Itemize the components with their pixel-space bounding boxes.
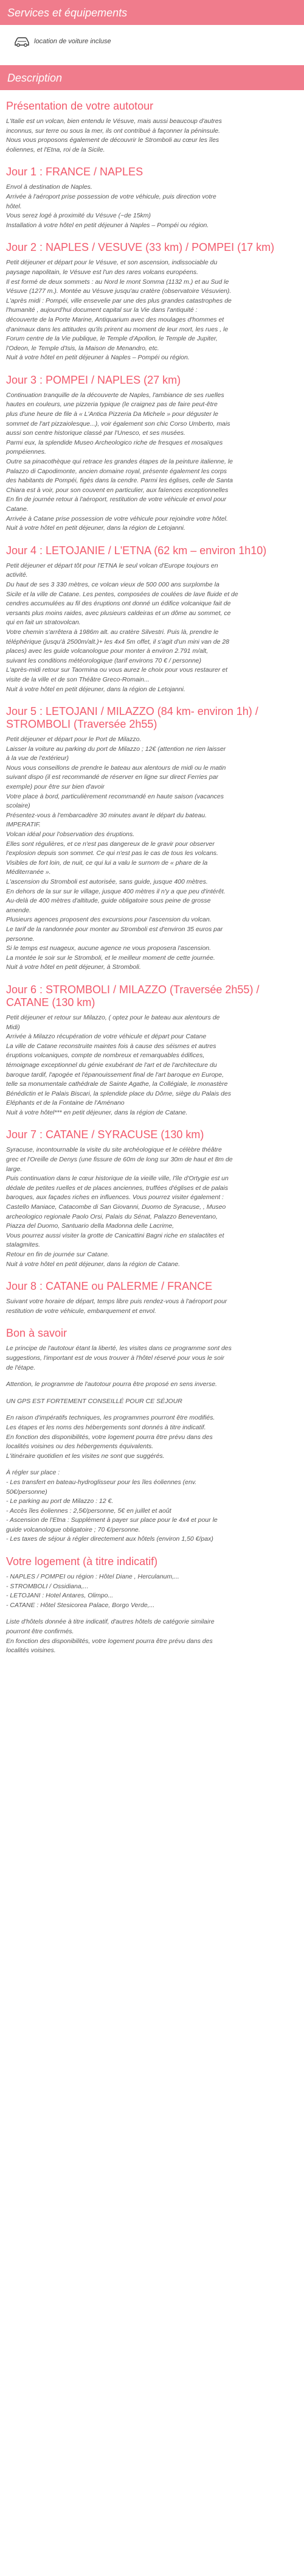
section-jour-7: [6, 1128, 298, 1269]
service-item-label: location de voiture incluse: [34, 38, 111, 45]
text-line: Vous serez logé à proximité du Vésuve (~de 15km): [6, 212, 151, 220]
text-line: Votre place à bord, particulièrement recommandé en haute saison (vacances: [6, 792, 224, 800]
text-line: Laisser la voiture au parking du port de Milazzo ; 12€ (attention ne rien laisser: [6, 745, 226, 753]
text-line: Midi): [6, 1023, 20, 1031]
text-line: Vésuve (1277 m.). Montée au Vésuve jusqu'au cratère (observatoire Vésuvien).: [6, 287, 232, 295]
text-line: suivant dispo (il est recommandé de réserver en ligne sur direct Ferries par: [6, 773, 218, 781]
section-jour-4: [6, 544, 298, 694]
text-line: Présentez-vous à l'embarcadère 30 minutes avant le départ du bateau.: [6, 811, 207, 819]
paragraph-gap: [6, 1461, 298, 1468]
text-line: Sicile et la ville de Catane. Les pentes, composées de coulées de lave fluide et de: [6, 590, 238, 598]
text-line: Volcan idéal pour l'observation des éruptions.: [6, 831, 135, 839]
text-line: - Le parking au port de Milazzo : 12 €.: [6, 1497, 114, 1505]
description-title: Description: [7, 72, 63, 84]
text-line: Le tarif de la randonnée pour monter au Stromboli est d'environ 35 euros par: [6, 925, 223, 933]
text-line: qui en fait un stratovolcan.: [6, 619, 81, 627]
text-line: Petit déjeuner et départ tôt pour l'ETNA le seul volcan d'Europe toujours en: [6, 561, 218, 569]
text-line: Piazza del Duomo, Santuario della Madonna delle Lacrime,: [6, 1222, 174, 1230]
text-line: Envol à destination de Naples.: [6, 183, 92, 191]
text-line: large.: [6, 1165, 22, 1173]
car-icon: [13, 36, 30, 47]
text-line: l'Odeon, le Temple d'Isis, la Maison de Menandro, etc.: [6, 344, 159, 352]
section-heading: Jour 3 : POMPEI / NAPLES (27 km): [6, 373, 181, 386]
text-line: Suivant votre horaire de départ, temps libre puis rendez-vous à l'aéroport pour: [6, 1298, 227, 1306]
text-line: Liste d'hôtels donnée à titre indicatif, d'autres hôtels de catégorie similaire: [6, 1618, 215, 1626]
text-line: Outre sa pinacothèque qui retrace les grandes étapes de la peinture italienne, le: [6, 458, 233, 466]
text-line: UN GPS EST FORTEMENT CONSEILLÉ POUR CE SÉJOUR: [6, 1397, 182, 1405]
text-line: baroques, aux façades riches en influences. Vous pourrez visiter également :: [6, 1194, 224, 1202]
text-line: Continuation tranquille de la découverte de Naples, l'ambiance de ses ruelles: [6, 391, 224, 399]
text-line: Nuit à votre hôtel en petit déjeuner, dans la région de Catane.: [6, 1260, 181, 1268]
text-line: Petit déjeuner et départ pour le Vésuve, et son ascension, indissociable du: [6, 259, 218, 267]
text-line: hautes en couleurs, une pizzeria typique (le craignez pas de faire peut-être: [6, 401, 218, 409]
text-line: plus d'une heure de file à « L'Antica Pizzeria Da Michele » pour déguster le: [6, 410, 218, 418]
text-line: Nuit à votre hôtel en petit déjeuner, dans la région de Letojanni.: [6, 685, 185, 693]
text-line: En dehors de la sur sur le village, jusque 400 mètres il n'y a que peu d'intérêt.: [6, 887, 226, 895]
text-line: localités voisines ou des hébergements équivalents.: [6, 1443, 154, 1451]
paragraph-gap: [6, 1390, 298, 1397]
text-line: stalagmites.: [6, 1241, 41, 1249]
section-heading: Jour 6 : STROMBOLI / MILAZZO (Traversée 2h55) / CATANE (130 km): [6, 983, 260, 1008]
section-heading: Jour 5 : LETOJANI / MILAZZO (84 km- environ 1h) / STROMBOLI (Traversée 2h55): [6, 705, 258, 731]
section-jour-3: [6, 374, 298, 533]
text-line: Nuit à votre hôtel en petit déjeuner, à Stromboli.: [6, 963, 141, 971]
section-heading: Jour 2 : NAPLES / VESUVE (33 km) / POMPEI (17 km): [6, 241, 275, 254]
services-section-header: [0, 0, 304, 25]
text-line: En fonction des disponibilités, votre logement pourra être prévu dans des: [6, 1637, 213, 1645]
text-line: pourront être confirmés.: [6, 1628, 74, 1636]
text-line: Parmi eux, la splendide Museo Archeologico riche de fresques et mosaïques: [6, 438, 223, 446]
text-line: Petit déjeuner et retour sur Milazzo, ( optez pour le bateau aux alentours de: [6, 1013, 220, 1021]
text-line: Plusieurs agences proposent des excursions pour l'ascension du volcan.: [6, 916, 212, 924]
text-line: En raison d'impératifs techniques, les programmes pourront être modifiés.: [6, 1414, 215, 1422]
text-line: Petit déjeuner et départ pour le Port de Milazzo.: [6, 736, 142, 744]
text-line: Visibles de fort loin, de nuit, ce qui lui a valu le surnom de « phare de la: [6, 859, 208, 867]
text-line: - Les taxes de séjour à régler directement aux hôtels (environ 1,50 €/pax): [6, 1535, 213, 1543]
text-line: Forum centre de la Vie publique, le Temple d'Apollon, le Temple de Jupiter,: [6, 335, 218, 343]
text-line: d'animaux dans les attitudes qu'ils prirent au moment de leur mort, les rues , le: [6, 325, 229, 333]
text-line: l'explosion depuis son sommet. Ce qui n'est pas le cas de tous les volcans.: [6, 850, 218, 857]
text-line: Nuit à votre hôtel en petit déjeuner à Naples – Pompéi ou région.: [6, 354, 190, 362]
text-line: localités voisines.: [6, 1647, 56, 1655]
text-line: aussi son centre historique classé par l'Unesco, et ses musées.: [6, 429, 185, 437]
text-line: Retour en fin de journée sur Catane.: [6, 1251, 109, 1258]
text-line: Installation à votre hôtel en petit déjeuner à Naples – Pompéi ou région.: [6, 221, 209, 229]
section-heading: Votre logement (à titre indicatif): [6, 1555, 158, 1568]
text-line: Arrivée à Milazzo récupération de votre véhicule et départ pour Catane: [6, 1033, 207, 1041]
text-line: amende.: [6, 906, 31, 914]
text-line: éruptions volcaniques, compte de nombreux et remarquables édifices,: [6, 1052, 205, 1060]
services-list: [0, 25, 304, 65]
text-line: places) avec les guide volcanologue pour monter à environ 2.791 m/alt,: [6, 647, 209, 655]
section-heading: Présentation de votre autotour: [6, 100, 154, 112]
section-jour-2: [6, 241, 298, 363]
text-line: visite de la ville et de son Théâtre Greco-Romain...: [6, 675, 150, 683]
text-line: Si le temps est nuageux, aucune agence ne vous proposera l'ascension.: [6, 945, 212, 952]
text-line: l'humanité , aujourd'hui document capital sur la Vie dans l'antiquité :: [6, 306, 198, 314]
text-line: Du haut de ses 3 330 mètres, ce volcan vieux de 500 000 ans surplombe la: [6, 580, 219, 588]
text-line: Arrivée à l'aéroport prise possession de votre véhicule, puis direction votre: [6, 192, 216, 200]
text-line: - Les transfert en bateau-hydroglisseur pour les îles éoliennes (env.: [6, 1478, 197, 1486]
text-line: hôtel.: [6, 202, 22, 210]
text-line: suggestions, l'important est de vous trouver à l'hôtel réservé pour vous le soir: [6, 1354, 224, 1362]
text-line: Elles sont régulières, et ce n'est pas dangereux de le gravir pour observer: [6, 840, 215, 848]
text-line: - Ascension de l'Etna : Supplément à payer sur place pour le 4x4 et pour le: [6, 1516, 218, 1524]
services-title: Services et équipements: [7, 7, 128, 19]
text-line: téléphérique (jusqu'à 2500m/alt.)+ les 4x4 5m offet, il s'agit d'un mini van de 28: [6, 638, 230, 646]
text-line: grec et l'Oreille de Denys (une fissure de 60m de long sur 30m de haut et 8m de: [6, 1156, 233, 1164]
text-line: L'Italie est un volcan, bien entendu le Vésuve, mais aussi beaucoup d'autres: [6, 118, 222, 125]
text-line: La montée le soir sur le Stromboli, et le meilleur moment de cette journée.: [6, 954, 215, 962]
text-line: restitution de votre véhicule, embarquement et envol.: [6, 1307, 156, 1315]
text-line: Nous vous conseillons de prendre le bateau aux alentours de midi ou le matin: [6, 764, 226, 772]
text-line: personne.: [6, 935, 35, 943]
text-line: Vous pourrez aussi visiter la grotte de Canicattini Bagni riche en stalactites et: [6, 1231, 224, 1239]
text-line: L'itinéraire quotidien et les visites ne sont que suggérés.: [6, 1452, 165, 1460]
text-line: exemple) pour être sur bien d'avoir: [6, 783, 105, 791]
text-line: Arrivée à Catane prise possession de votre véhicule pour rejoindre votre hôtel.: [6, 515, 228, 523]
text-line: archeologico regionale Paolo Orsi, Palais du Sénat, Palazzo Beneventano,: [6, 1212, 218, 1220]
text-line: Catane.: [6, 505, 29, 513]
paragraph-gap: [6, 1406, 298, 1413]
text-line: 50€/personne): [6, 1488, 47, 1496]
text-line: éoliennes, et l'Etna, roi de la Sicile.: [6, 146, 105, 153]
text-line: Castello Maniace, Catacombe di San Giovanni, Duomo de Syracuse, , Museo: [6, 1203, 226, 1211]
section-jour-1: [6, 166, 298, 230]
section-heading: Jour 4 : LETOJANIE / L'ETNA (62 km – environ 1h10): [6, 544, 267, 557]
paragraph-gap: [6, 1373, 298, 1380]
text-line: inconnus, sur terre ou sous la mer, ils ont contribué à façonner la péninsule.: [6, 127, 220, 135]
text-line: Nuit à votre hôtel en petit déjeuner, dans la région de Letojanni.: [6, 524, 185, 532]
text-line: Le principe de l'autotour étant la liberté, les visites dans ce programme sont des: [6, 1345, 232, 1353]
text-line: témoignage exceptionnel du génie exubérant de l'art et de l'architecture du: [6, 1061, 217, 1069]
section-jour-5: [6, 705, 298, 973]
description-section-header: [0, 65, 304, 90]
text-line: Méditerranée ».: [6, 868, 51, 876]
text-line: de l'étape.: [6, 1364, 36, 1371]
text-line: En fonction des disponibilités, votre logement pourra être prévu dans des: [6, 1433, 213, 1441]
text-line: - Accès îles éoliennes : 2,5€/personne, 5€ en juillet et août: [6, 1507, 171, 1515]
text-line: L'ascension du Stromboli est autorisée, sans guide, jusque 400 mètres.: [6, 878, 208, 885]
text-line: La ville de Catane reconstruite maintes fois à cause des séismes et autres: [6, 1042, 216, 1050]
text-line: suivant les conditions météorologique (tarif environs 70 € / personne): [6, 656, 202, 664]
section-logement: [6, 1555, 298, 1656]
text-line: - LETOJANI : Hotel Antares, Olimpo...: [6, 1592, 114, 1600]
text-line: - CATANE : Hôtel Stesicorea Palace, Borgo Verde,...: [6, 1601, 155, 1609]
section-bon-a-savoir: [6, 1327, 298, 1544]
text-line: baroque tardif, l'apogée et l'épanouissement final de l'art baroque en Europe,: [6, 1071, 224, 1079]
text-line: En fin de journée retour à l'aéroport, restitution de votre véhicule et envol pour: [6, 496, 227, 504]
text-line: Il est formé de deux sommets : au Nord le mont Somma (1132 m.) et au Sud le: [6, 278, 229, 286]
text-line: L'après midi : Pompéi, ville ensevelie par une des plus grandes catastrophes de: [6, 297, 232, 304]
text-line: Palazzo di Capodimonte, ancien domaine royal, présente également les corps: [6, 467, 227, 475]
text-line: dédale de petites ruelles et de places anciennes, truffées d'églises et de palais: [6, 1184, 229, 1192]
section-jour-8: [6, 1280, 298, 1316]
text-line: L'après-midi retour sur Taormina ou vous aurez le choix pour vous restaurer et: [6, 666, 228, 674]
text-line: Chiara est à voir, pour son couvent en particulier, aux faïences exceptionnelles: [6, 486, 229, 494]
text-line: scolaire): [6, 802, 30, 810]
text-line: sommet de l'art pizzaiolesque...), voir également son chic Corso Umberto, mais: [6, 420, 230, 428]
section-heading: Jour 8 : CATANE ou PALERME / FRANCE: [6, 1280, 213, 1293]
text-line: Syracuse, incontournable la visite du site archéologique et le célèbre théâtre: [6, 1146, 222, 1154]
section-presentation: [6, 100, 298, 155]
text-line: - STROMBOLI / Ossidiana,...: [6, 1582, 89, 1590]
text-line: IMPERATIF.: [6, 821, 41, 829]
description-content: [0, 90, 304, 1656]
text-line: Nous vous proposons également de découvrir le Stromboli au cœur les îles: [6, 136, 219, 144]
text-line: Les étapes et les noms des hébergements sont donnés à titre indicatif.: [6, 1423, 206, 1431]
text-line: pompéiennes.: [6, 448, 46, 456]
text-line: Bénédictin et le Palais Biscari, la splendide place du Dôme, siège du Palais des: [6, 1089, 232, 1097]
paragraph-gap: [6, 1610, 298, 1617]
section-heading: Bon à savoir: [6, 1327, 67, 1340]
text-line: - NAPLES / POMPEI ou région : Hôtel Diane , Herculanum,...: [6, 1573, 179, 1581]
text-line: Eléphants et de la Fontaine de l'Aménano: [6, 1099, 125, 1107]
text-line: activité.: [6, 571, 28, 579]
text-line: Puis continuation dans le cœur historique de la vieille ville, l'île d'Ortygie est un: [6, 1175, 229, 1183]
text-line: Au-delà de 400 mètres d'altitude, guide obligatoire sous peine de grosse: [6, 897, 211, 905]
text-line: Votre chemin s'arrêtera à 1986m alt. au cratère Silvestri. Puis là, prendre le: [6, 628, 219, 636]
section-jour-6: [6, 984, 298, 1118]
service-item-car-rental: [13, 36, 111, 47]
text-line: versants plus moins raides, avec plusieurs caldeiras et un dôme au sommet, ce: [6, 609, 231, 617]
text-line: telle sa monumentale cathédrale de Sainte Agathe, la Collégiale, le monastère: [6, 1080, 228, 1088]
text-line: à la vue de l'extérieur): [6, 755, 69, 762]
text-line: découverte de la Porte Marine, Antiquarium avec des moulages d'hommes et: [6, 315, 224, 323]
section-heading: Jour 7 : CATANE / SYRACUSE (130 km): [6, 1128, 204, 1141]
text-line: Attention, le programme de l'autotour pourra être proposé en sens inverse.: [6, 1381, 217, 1388]
text-line: des habitants de Pompéi, figés dans la cendre. Parmi les églises, celle de Santa: [6, 477, 233, 485]
section-heading: Jour 1 : FRANCE / NAPLES: [6, 166, 143, 178]
text-line: guide volcanologue obligatoire ; 70 €/personne.: [6, 1526, 140, 1533]
text-line: Nuit à votre hôtel*** en petit déjeuner, dans la région de Catane.: [6, 1108, 188, 1116]
text-line: cendres accumulées au fil des éruptions ont donné un édifice volcanique fait de: [6, 600, 231, 608]
text-line: À régler sur place :: [6, 1469, 60, 1477]
text-line: paysage napolitain, le Vésuve est l'un des rares volcans européens.: [6, 268, 199, 276]
